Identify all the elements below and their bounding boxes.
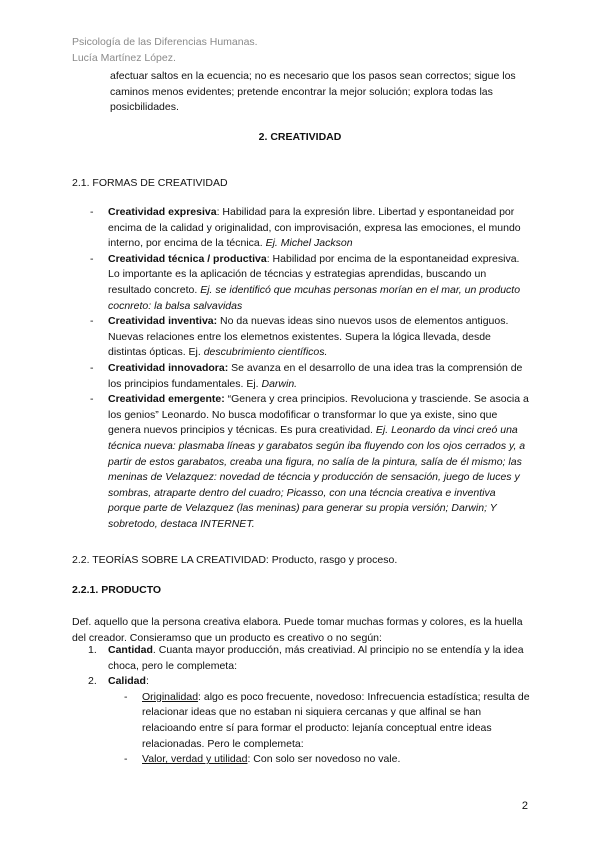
list-item [88,674,532,768]
list-item [124,752,532,768]
quality-sublist [124,690,532,768]
criteria-list [88,643,532,768]
subsection-title-producto: 2.2.1. PRODUCTO [72,584,162,596]
list-item-example: Ej. Michel Jackson [265,237,353,250]
list-item-example: Darwin. [261,377,298,390]
list-item-text: : Con solo ser novedoso no vale. [247,753,401,766]
list-item-text: : [145,675,149,688]
list-item [90,314,530,361]
definition-paragraph: Def. aquello que la persona creativa elabora. Puede tomar muchas formas y colores, es la huella del creador. Consieramso que un producto es creativo o no según: [72,616,523,644]
list-item [90,361,530,392]
list-item-term: Creatividad innovadora: [108,361,229,374]
list-item-example: Ej. se identificó que mcuhas personas morían en el mar, un producto cocnreto: la balsa salvavidas [108,283,521,312]
header-author: Lucía Martínez López. [72,52,176,64]
list-item [124,690,532,752]
list-item-text: “Genera y crea principios. Revoluciona y trasciende. Se asocia a los genios” Leonardo. No busca modofificar o transformar lo que ya existe, sino que genera nuevos principios y técnicas. Es pura creatividad. [108,393,529,437]
subsection-title-formas: 2.1. FORMAS DE CREATIVIDAD [72,177,228,189]
list-item-text: : Habilidad por encima de la espontaneidad expresiva. Lo importante es la aplicación de técncias y estrategias aprendidas, buscando un resultado concreto. [108,252,520,296]
list-item-example: Ej. Leonardo da vinci creó una técnica nueva: plasmaba líneas y garabatos según iba fluyendo con los ojos cerrados y, a partir de estos garabatos, creaba una figura, no salía de la pintura, salía de él mismo; las meninas de Velazquez: novedad de técncia y producción de sensación, juego de luces y sombras, atraparte dentro del cuadro; Picasso, con una técncia creativa e inventiva porque parte de Velazquez (las meninas) para generar su propia versión; Darwin; Y sobretodo, destaca INTERNET. [108,424,526,530]
header-course: Psicología de las Diferencias Humanas. [72,36,258,48]
list-item-text: . Cuanta mayor producción, más creativiad. Al principio no se entendía y la idea choca, pero le complemeta: [108,644,524,672]
list-item [90,205,530,252]
list-item-term: Creatividad expresiva [108,206,217,218]
page-number: 2 [521,800,528,812]
list-item-term: Creatividad inventiva: [108,315,218,328]
subsection-title-teorias: 2.2. TEORÍAS SOBRE LA CREATIVIDAD: Producto, rasgo y proceso. [72,554,398,566]
list-item-term: Valor, verdad y utilidad [142,753,248,766]
list-item-text: : algo es poco frecuente, novedoso: Infrecuencia estadística; resulta de relacionar ideas que no estaban ni siquiera cercanas y que alfinal se han relacioando entre sí para formar el producto: lejanía conceptual entre ideas relacionadas. Pero le complemeta: [142,690,530,750]
list-item [90,392,530,532]
list-item-term: Creatividad técnica / productiva [108,252,267,265]
intro-paragraph: afectuar saltos en la ecuencia; no es necesario que los pasos sean correctos; sigue los caminos menos evidentes; pretende encontrar la mejor solución; explora todas las posicbilidades. [110,70,516,114]
list-item-term: Cantidad [108,644,153,656]
list-item [88,643,532,674]
list-number: 2. [88,675,97,688]
list-item-text: : Habilidad para la expresión libre. Libertad y espontaneidad por encima de la calidad y originalidad, con improvisación, expresa las emociones, el mundo interno, por encima de la técnica. [108,206,521,250]
list-item-text: No da nuevas ideas sino nuevos usos de elementos antiguos. Nuevas relaciones entre los elemetnos existentes. Supera la lógica llevada, desde distintas ópticas. Ej. [108,315,509,359]
list-item-term: Creatividad emergente: [108,393,225,406]
page-header [72,34,258,66]
list-item [90,252,530,314]
section-title-creatividad: 2. CREATIVIDAD [258,131,342,143]
list-item-term: Originalidad [142,690,199,703]
list-item-text: Se avanza en el desarrollo de una idea tras la comprensión de los principios fundamentales. Ej. [108,361,523,390]
list-item-term: Calidad [108,675,146,688]
list-item-example: descubrimiento científicos. [203,346,328,359]
list-number: 1. [88,644,97,656]
creativity-forms-list [90,205,530,532]
